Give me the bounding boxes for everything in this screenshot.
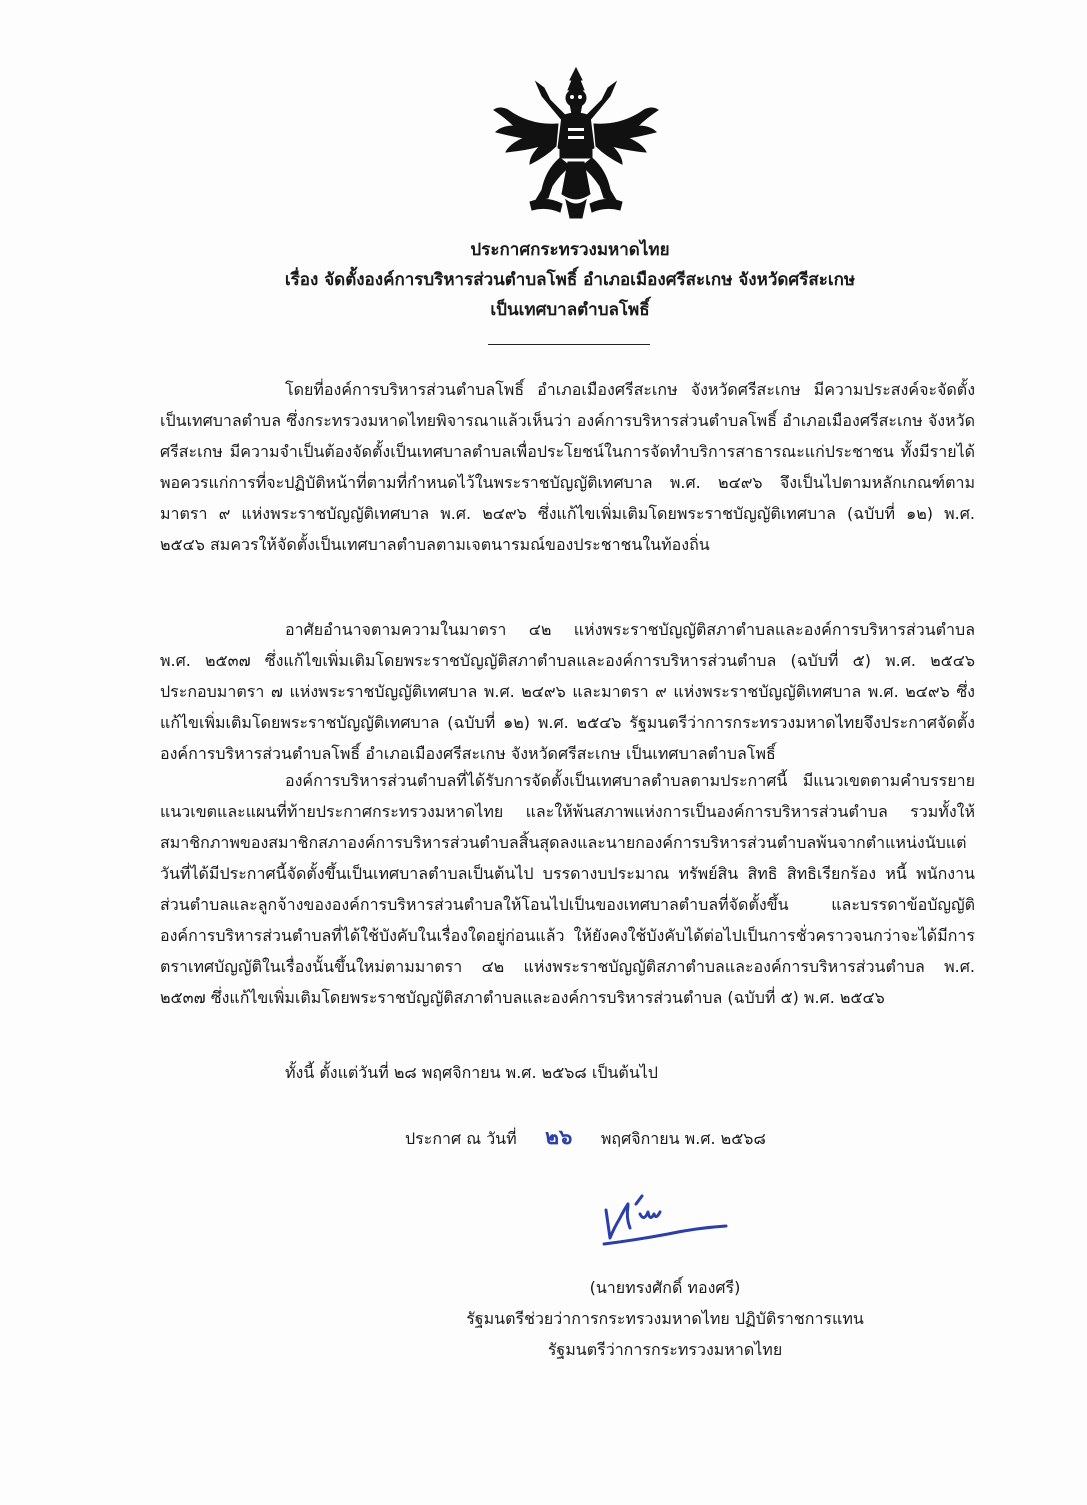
title-divider [488, 344, 650, 345]
signatory-block [400, 1272, 930, 1365]
signatory-position-2: รัฐมนตรีว่าการกระทรวงมหาดไทย [547, 1340, 783, 1359]
body-paragraph-3: องค์การบริหารส่วนตำบลที่ได้รับการจัดตั้งเป็นเทศบาลตำบลตามประกาศนี้ มีแนวเขตตามคำบรรยายแนวเขตและแผนที่ท้ายประกาศกระทรวงมหาดไทย และให้พ้นสภาพแห่งการเป็นองค์การบริหารส่วนตำบล รวมทั้งให้สมาชิกภาพของสมาชิกสภาองค์การบริหารส่วนตำบลสิ้นสุดลงและนายกองค์การบริหารส่วนตำบลพ้นจากตำแหน่งนับแต่วันที่ได้มีประกาศนี้จัดตั้งขึ้นเป็นเทศบาลตำบลเป็นต้นไป บรรดางบประมาณ ทรัพย์สิน สิทธิ สิทธิเรียกร้อง หนี้ พนักงานส่วนตำบลและลูกจ้างขององค์การบริหารส่วนตำบลให้โอนไปเป็นของเทศบาลตำบลที่จัดตั้งขึ้น และบรรดาข้อบัญญัติองค์การบริหารส่วนตำบลที่ได้ใช้บังคับในเรื่องใดอยู่ก่อนแล้ว ให้ยังคงใช้บังคับได้ต่อไปเป็นการชั่วคราวจนกว่าจะได้มีการตราเทศบัญญัติในเรื่องนั้นขึ้นใหม่ตามมาตรา ๔๒ แห่งพระราชบัญญัติสภาตำบลและองค์การบริหารส่วนตำบล พ.ศ. ๒๕๓๗ ซึ่งแก้ไขเพิ่มเติมโดยพระราชบัญญัติสภาตำบลและองค์การบริหารส่วนตำบล (ฉบับที่ ๕) พ.ศ. ๒๕๔๖ [160, 771, 975, 1007]
announcement-title [160, 235, 980, 325]
body-paragraph-2-block [160, 614, 975, 769]
title-line-1: ประกาศกระทรวงมหาดไทย [470, 240, 670, 260]
date-month-year: พฤศจิกายน พ.ศ. ๒๕๖๘ [600, 1129, 766, 1148]
body-paragraph-4-block [160, 1057, 975, 1088]
body-paragraph-1: โดยที่องค์การบริหารส่วนตำบลโพธิ์ อำเภอเมืองศรีสะเกษ จังหวัดศรีสะเกษ มีความประสงค์จะจัดตั้งเป็นเทศบาลตำบล ซึ่งกระทรวงมหาดไทยพิจารณาแล้วเห็นว่า องค์การบริหารส่วนตำบลโพธิ์ อำเภอเมืองศรีสะเกษ จังหวัดศรีสะเกษ มีความจำเป็นต้องจัดตั้งเป็นเทศบาลตำบลเพื่อประโยชน์ในการจัดทำบริการสาธารณะแก่ประชาชน ทั้งมีรายได้พอควรแก่การที่จะปฏิบัติหน้าที่ตามที่กำหนดไว้ในพระราชบัญญัติเทศบาล พ.ศ. ๒๔๙๖ จึงเป็นไปตามหลักเกณฑ์ตามมาตรา ๙ แห่งพระราชบัญญัติเทศบาล พ.ศ. ๒๔๙๖ ซึ่งแก้ไขเพิ่มเติมโดยพระราชบัญญัติเทศบาล (ฉบับที่ ๑๒) พ.ศ. ๒๕๔๖ สมควรให้จัดตั้งเป็นเทศบาลตำบลตามเจตนารมณ์ของประชาชนในท้องถิ่น [160, 380, 975, 554]
title-line-3: เป็นเทศบาลตำบลโพธิ์ [490, 300, 650, 320]
garuda-emblem-icon [490, 66, 662, 226]
handwritten-signature [596, 1188, 736, 1250]
date-day-handwritten: ๒๖ [545, 1125, 573, 1149]
date-prefix: ประกาศ ณ วันที่ [405, 1129, 517, 1148]
body-paragraph-2: อาศัยอำนาจตามความในมาตรา ๔๒ แห่งพระราชบัญญัติสภาตำบลและองค์การบริหารส่วนตำบล พ.ศ. ๒๕๓๗ ซึ่งแก้ไขเพิ่มเติมโดยพระราชบัญญัติสภาตำบลและองค์การบริหารส่วนตำบล (ฉบับที่ ๕) พ.ศ. ๒๕๔๖ ประกอบมาตรา ๗ แห่งพระราชบัญญัติเทศบาล พ.ศ. ๒๔๙๖ และมาตรา ๙ แห่งพระราชบัญญัติเทศบาล พ.ศ. ๒๔๙๖ ซึ่งแก้ไขเพิ่มเติมโดยพระราชบัญญัติเทศบาล (ฉบับที่ ๑๒) พ.ศ. ๒๕๔๖ รัฐมนตรีว่าการกระทรวงมหาดไทยจึงประกาศจัดตั้งองค์การบริหารส่วนตำบลโพธิ์ อำเภอเมืองศรีสะเกษ จังหวัดศรีสะเกษ เป็นเทศบาลตำบลโพธิ์ [160, 620, 975, 763]
body-paragraph-3-block [160, 765, 975, 1013]
title-line-2: เรื่อง จัดตั้งองค์การบริหารส่วนตำบลโพธิ์ อำเภอเมืองศรีสะเกษ จังหวัดศรีสะเกษ [284, 270, 856, 290]
announcement-date [405, 1122, 766, 1154]
body-paragraph-4: ทั้งนี้ ตั้งแต่วันที่ ๒๘ พฤศจิกายน พ.ศ. ๒๕๖๘ เป็นต้นไป [285, 1063, 658, 1082]
body-paragraph-1-block [160, 374, 975, 560]
signatory-position-1: รัฐมนตรีช่วยว่าการกระทรวงมหาดไทย ปฏิบัติราชการแทน [466, 1309, 864, 1328]
signatory-name: (นายทรงศักดิ์ ทองศรี) [589, 1278, 741, 1297]
